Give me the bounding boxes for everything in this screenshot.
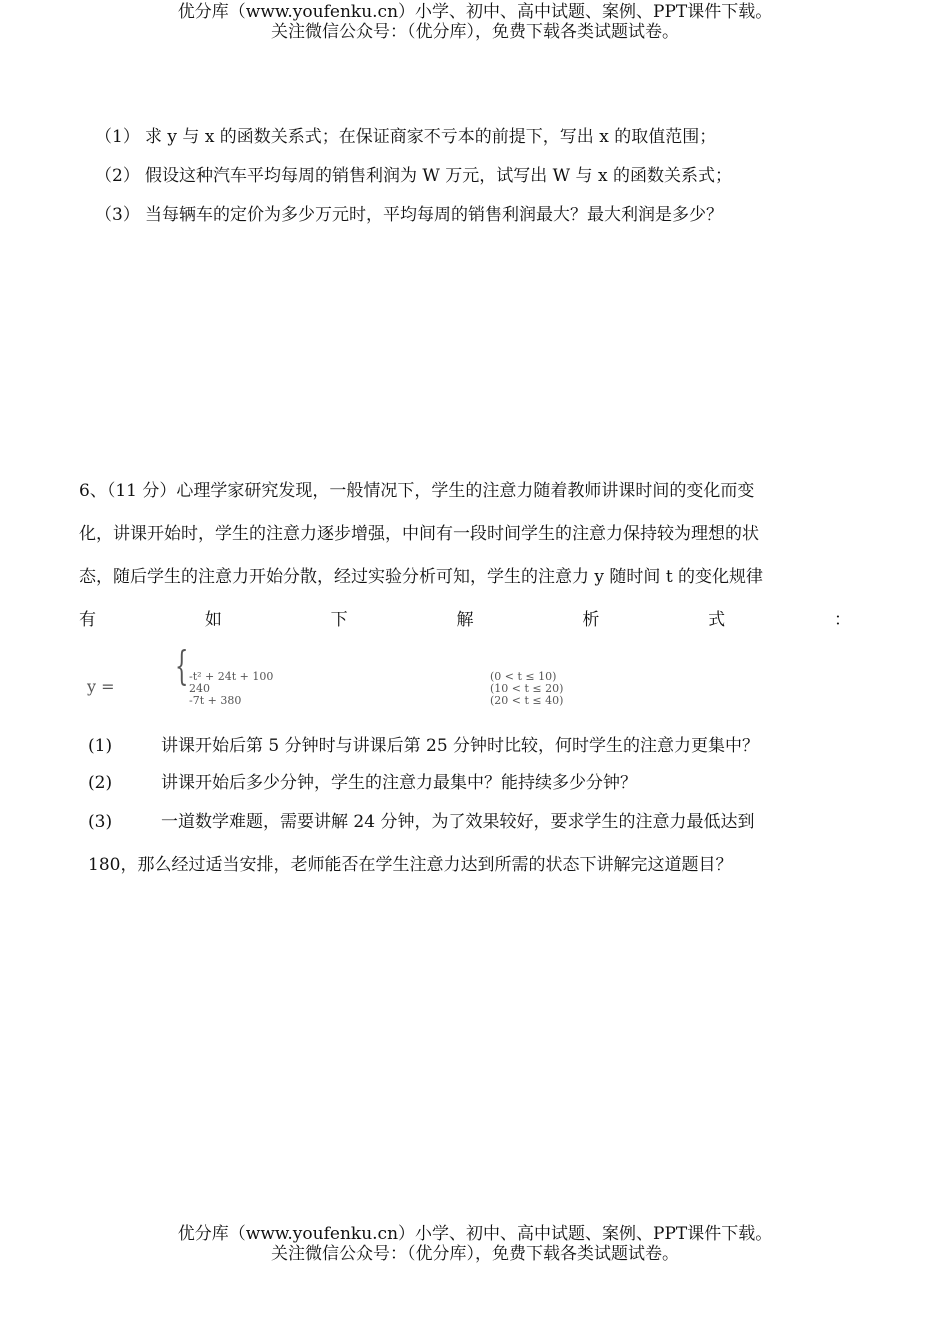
spread-word: 解 xyxy=(456,610,474,630)
q6-item-3 xyxy=(88,807,754,832)
q5-item-2-number: （2） xyxy=(95,166,140,186)
q5-item-1 xyxy=(95,122,716,147)
page-header-line-1: 优分库（www.youfenku.cn）小学、初中、高中试题、案例、PPT课件下载。 xyxy=(177,2,773,22)
formula-case-3-cond: (20 < t ≤ 40) xyxy=(490,694,564,707)
q5-item-2 xyxy=(95,161,732,186)
piecewise-formula xyxy=(85,641,765,708)
q5-item-1-text: 求 y 与 x 的函数关系式；在保证商家不亏本的前提下，写出 x 的取值范围； xyxy=(145,127,717,147)
q6-item-1 xyxy=(88,731,759,756)
spread-word: 如 xyxy=(204,610,222,630)
formula-brace: { xyxy=(175,641,189,690)
q6-item-2-number: (2) xyxy=(88,773,113,793)
formula-case-1-cond: (0 < t ≤ 10) xyxy=(490,670,557,683)
formula-lhs: y = xyxy=(87,677,115,696)
q6-item-3-number: (3) xyxy=(88,812,113,832)
page-header-line-2: 关注微信公众号：（优分库），免费下载各类试题试卷。 xyxy=(271,22,679,42)
q5-item-3-number: （3） xyxy=(95,205,140,225)
page-footer-line-1: 优分库（www.youfenku.cn）小学、初中、高中试题、案例、PPT课件下载。 xyxy=(177,1224,773,1244)
formula-case-2-expr: 240 xyxy=(189,682,210,695)
q6-item-3-continuation: 180，那么经过适当安排，老师能否在学生注意力达到所需的状态下讲解完这道题目？ xyxy=(88,855,733,875)
page-footer-line-2: 关注微信公众号：（优分库），免费下载各类试题试卷。 xyxy=(271,1244,679,1264)
q6-paragraph-line-4 xyxy=(79,605,851,630)
spread-word: 式 xyxy=(708,610,726,630)
q5-item-3 xyxy=(95,200,723,225)
spread-word: 析 xyxy=(582,610,600,630)
formula-case-3-expr: -7t + 380 xyxy=(189,694,242,707)
q6-item-3-text: 一道数学难题，需要讲解 24 分钟，为了效果较好，要求学生的注意力最低达到 xyxy=(161,812,755,832)
q6-paragraph-line-3: 态，随后学生的注意力开始分散，经过实验分析可知，学生的注意力 y 随时间 t 的变化规律 xyxy=(79,567,764,587)
spread-word: 有 xyxy=(79,610,96,630)
spread-word: 下 xyxy=(330,610,348,630)
q5-item-2-text: 假设这种汽车平均每周的销售利润为 W 万元，试写出 W 与 x 的函数关系式； xyxy=(145,166,732,186)
q5-item-1-number: （1） xyxy=(95,127,140,147)
q6-item-1-number: (1) xyxy=(88,736,113,756)
q6-item-2-text: 讲课开始后多少分钟，学生的注意力最集中？能持续多少分钟？ xyxy=(161,773,637,793)
q6-item-1-text: 讲课开始后第 5 分钟时与讲课后第 25 分钟时比较，何时学生的注意力更集中？ xyxy=(161,736,760,756)
spread-word: ： xyxy=(833,610,851,630)
formula-case-1-expr: -t² + 24t + 100 xyxy=(189,670,274,683)
q6-item-2 xyxy=(88,768,637,793)
q5-item-3-text: 当每辆车的定价为多少万元时，平均每周的销售利润最大？最大利润是多少？ xyxy=(145,205,723,225)
formula-case-2-cond: (10 < t ≤ 20) xyxy=(490,682,564,695)
q6-paragraph-line-2: 化，讲课开始时，学生的注意力逐步增强，中间有一段时间学生的注意力保持较为理想的状 xyxy=(79,524,759,544)
q6-paragraph-line-1: 6、（11 分）心理学家研究发现，一般情况下，学生的注意力随着教师讲课时间的变化而变 xyxy=(79,481,755,501)
